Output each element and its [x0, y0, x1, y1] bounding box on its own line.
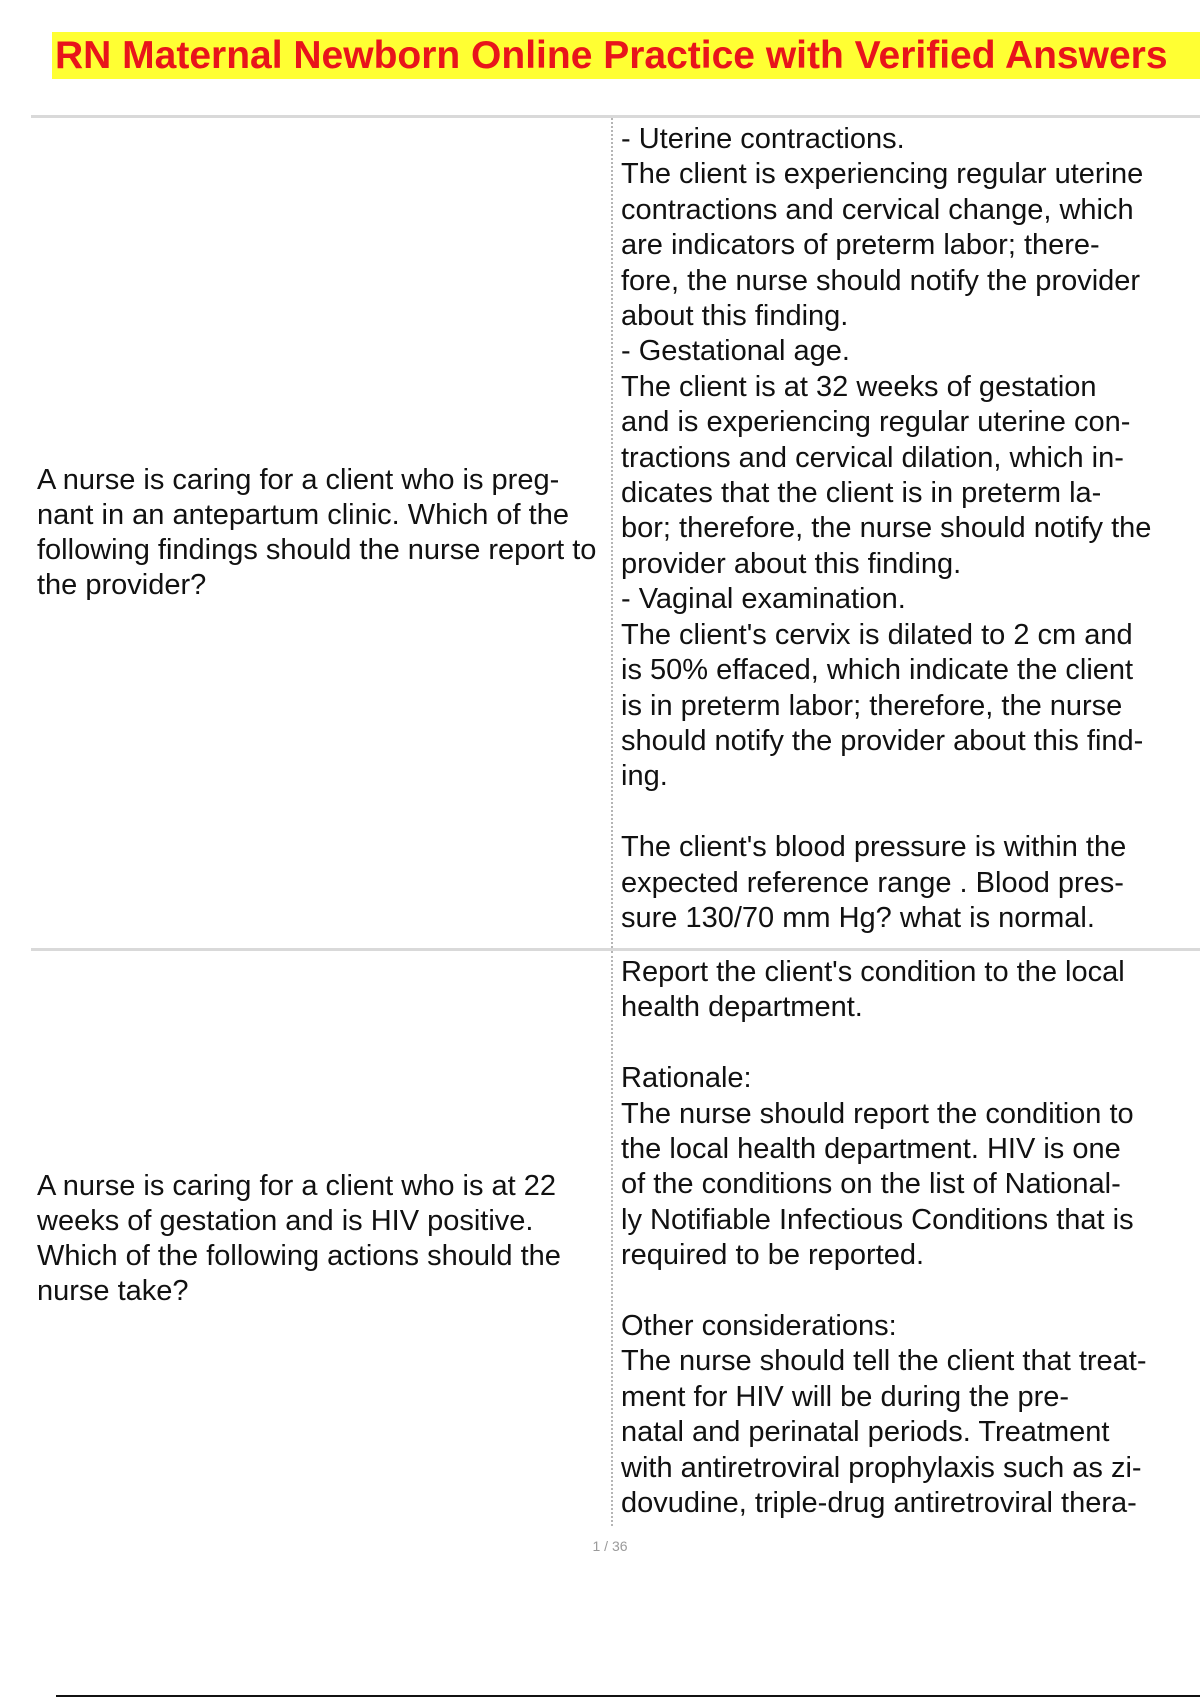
answer-line: dicates that the client is in preterm la- — [621, 477, 1102, 510]
answer-line: The client's cervix is dilated to 2 cm and — [621, 618, 1133, 651]
answer-line: should notify the provider about this find- — [621, 724, 1144, 757]
question-cell — [31, 118, 611, 948]
answer-line: is 50% effaced, which indicate the client — [621, 654, 1134, 687]
answer-line: The client's blood pressure is within the — [621, 831, 1127, 864]
answer-line: ing. — [621, 760, 668, 793]
answer-line: The nurse should tell the client that treat- — [621, 1345, 1147, 1378]
qa-row — [31, 948, 1200, 1526]
answer-line: provider about this finding. — [621, 547, 962, 580]
answer-line: the local health department. HIV is one — [621, 1133, 1121, 1166]
answer-line: sure 130/70 mm Hg? what is normal. — [621, 901, 1095, 934]
answer-line: The client is experiencing regular uterine — [621, 158, 1144, 191]
answer-line: is in preterm labor; therefore, the nurse — [621, 689, 1123, 722]
answer-line: The client is at 32 weeks of gestation — [621, 370, 1097, 403]
answer-line — [621, 1274, 1192, 1309]
answer-line: ment for HIV will be during the pre- — [621, 1380, 1070, 1413]
document-title: RN Maternal Newborn Online Practice with Verified Answers — [55, 34, 1168, 77]
question-text: A nurse is caring for a client who is at 22 weeks of gestation and is HIV positive. Which of the following actions should the nurse take? — [37, 1169, 561, 1307]
answer-line: about this finding. — [621, 300, 849, 333]
answer-line: tractions and cervical dilation, which in- — [621, 441, 1124, 474]
answer-line — [621, 1026, 1192, 1061]
document-title-banner — [52, 32, 1200, 79]
answer-line: and is experiencing regular uterine con- — [621, 406, 1131, 439]
answer-line: fore, the nurse should notify the provider — [621, 264, 1141, 297]
answer-line: bor; therefore, the nurse should notify the — [621, 512, 1152, 545]
footer-divider — [56, 1695, 1200, 1697]
page-number: 1 / 36 — [592, 1538, 628, 1554]
answer-line: of the conditions on the list of National- — [621, 1168, 1121, 1201]
answer-cell — [611, 951, 1200, 1526]
qa-row — [31, 115, 1200, 948]
answer-line: dovudine, triple-drug antiretroviral thera- — [621, 1487, 1137, 1520]
answer-line: - Gestational age. — [621, 335, 850, 368]
answer-line: contractions and cervical change, which — [621, 193, 1134, 226]
answer-line: ly Notifiable Infectious Conditions that is — [621, 1203, 1134, 1236]
answer-line: with antiretroviral prophylaxis such as zi- — [621, 1451, 1142, 1484]
qa-table — [31, 115, 1200, 1526]
answer-line: Rationale: — [621, 1062, 752, 1095]
answer-cell — [611, 118, 1200, 948]
question-cell — [31, 951, 611, 1526]
answer-line: Report the client's condition to the local — [621, 956, 1125, 988]
answer-line: are indicators of preterm labor; there- — [621, 229, 1100, 262]
answer-line: - Uterine contractions. — [621, 123, 905, 155]
answer-line: required to be reported. — [621, 1239, 925, 1272]
answer-line: The nurse should report the condition to — [621, 1097, 1134, 1130]
answer-line: health department. — [621, 991, 863, 1024]
question-text: A nurse is caring for a client who is preg-nant in an antepartum clinic. Which of the following findings should the nurse report to the provider? — [37, 464, 597, 601]
answer-line: natal and perinatal periods. Treatment — [621, 1416, 1110, 1449]
answer-line: - Vaginal examination. — [621, 583, 906, 616]
answer-line — [621, 795, 1192, 830]
answer-line: expected reference range . Blood pres- — [621, 866, 1124, 899]
answer-line: Other considerations: — [621, 1310, 897, 1343]
